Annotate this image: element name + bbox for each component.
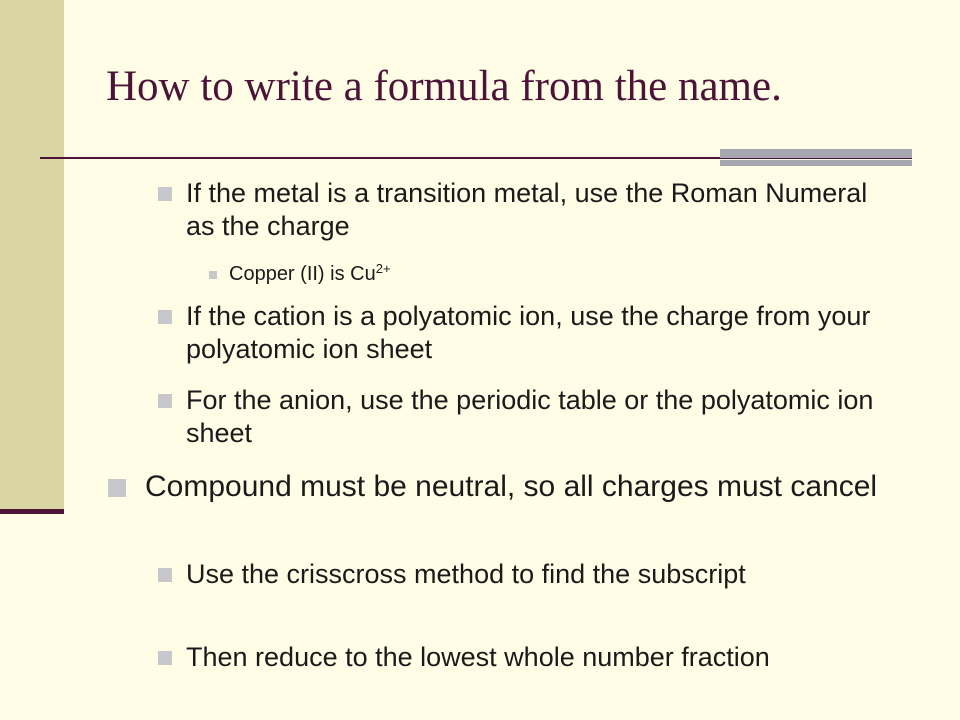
bullet-item-crisscross: [186, 558, 886, 591]
square-bullet-icon: [158, 568, 172, 582]
bullet-text: Use the crisscross method to find the subscript: [186, 559, 746, 589]
bullet-item-polyatomic-cation: [186, 300, 886, 366]
bullet-text: If the cation is a polyatomic ion, use the charge from your polyatomic ion sheet: [186, 301, 871, 364]
square-bullet-icon: [158, 310, 172, 324]
bullet-item-transition-metal: [186, 177, 886, 243]
square-bullet-icon: [158, 394, 172, 408]
bullet-text: If the metal is a transition metal, use the Roman Numeral as the charge: [186, 178, 868, 241]
slide-title: How to write a formula from the name.: [106, 63, 782, 110]
square-bullet-icon: [209, 271, 217, 279]
bullet-item-copper-example: [229, 261, 829, 287]
bullet-text: For the anion, use the periodic table or the polyatomic ion sheet: [186, 385, 874, 448]
square-bullet-icon: [108, 479, 126, 497]
bullet-item-neutral-compound: [145, 470, 905, 504]
bullet-text: Compound must be neutral, so all charges must cancel: [145, 470, 878, 503]
bullet-item-anion: [186, 384, 886, 450]
bullet-item-reduce: [186, 641, 886, 674]
square-bullet-icon: [158, 187, 172, 201]
bullet-text: Then reduce to the lowest whole number fraction: [186, 642, 770, 672]
charge-superscript: 2+: [375, 261, 391, 276]
bullet-text: Copper (II) is Cu: [229, 263, 376, 285]
square-bullet-icon: [158, 651, 172, 665]
